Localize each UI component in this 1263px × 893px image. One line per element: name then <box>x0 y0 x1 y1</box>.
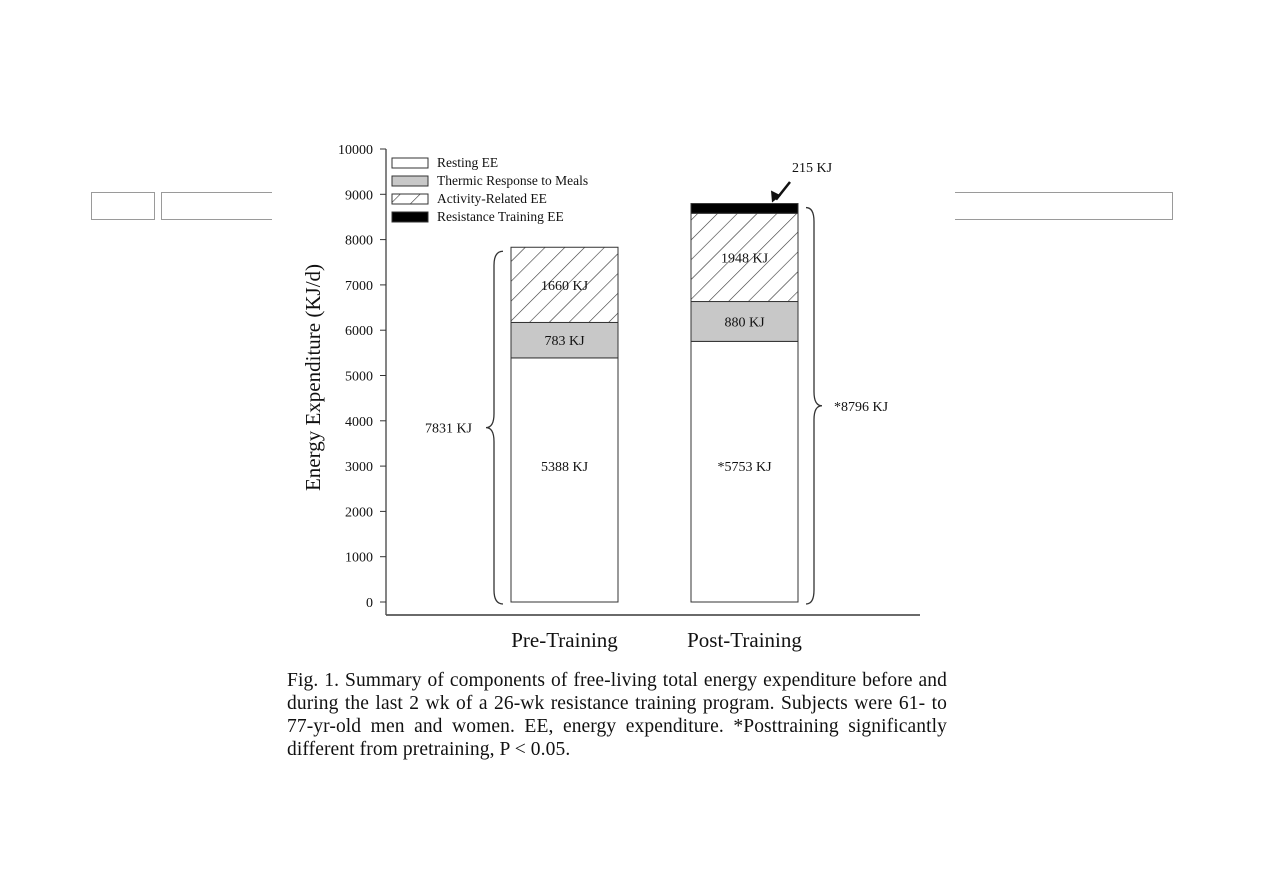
legend-swatch <box>392 194 428 204</box>
x-category-label: Pre-Training <box>511 628 618 652</box>
bar-value-label: *5753 KJ <box>717 460 772 476</box>
legend-label: Resting EE <box>437 155 499 170</box>
legend-swatch <box>392 212 428 222</box>
total-brace <box>486 251 503 604</box>
y-axis-label: Energy Expenditure (KJ/d) <box>301 263 325 492</box>
y-tick-label: 8000 <box>345 233 373 249</box>
y-tick-label: 6000 <box>345 324 373 340</box>
total-label: *8796 KJ <box>834 399 889 415</box>
y-tick-label: 2000 <box>345 505 373 521</box>
bar-value-label: 5388 KJ <box>540 460 589 476</box>
total-label: 7831 KJ <box>424 421 472 437</box>
y-tick-label: 10000 <box>338 143 373 158</box>
figure-caption <box>287 669 947 761</box>
legend-swatch <box>392 158 428 168</box>
bar-segment <box>511 358 618 602</box>
y-tick-label: 9000 <box>345 188 373 204</box>
bar-value-label: 880 KJ <box>724 315 765 331</box>
legend-swatch <box>392 176 428 186</box>
y-tick-label: 1000 <box>345 550 373 566</box>
caption-text: Summary of components of free-living total energy expenditure before and during the last 2 wk of a 26-wk resistance training program. Subjects were 61- to 77-yr-old men and women. EE, energy expenditure. *Posttraining significantly different from pretraining, P < 0.05. <box>287 670 947 760</box>
y-tick-label: 4000 <box>345 414 373 430</box>
y-tick-label: 5000 <box>345 369 373 385</box>
y-tick-label: 0 <box>366 596 373 611</box>
legend-label: Thermic Response to Meals <box>437 173 589 188</box>
legend-label: Resistance Training EE <box>437 209 564 224</box>
y-tick-label: 3000 <box>345 460 373 476</box>
total-brace <box>806 208 822 604</box>
bar-value-label: 1660 KJ <box>540 278 589 294</box>
bar-segment <box>691 204 798 214</box>
caption-label: Fig. 1. <box>287 670 340 691</box>
annotation-arrowhead <box>771 191 781 203</box>
annotation-label: 215 KJ <box>791 161 833 176</box>
bar-value-label: 783 KJ <box>544 334 585 350</box>
x-category-label: Post-Training <box>687 628 802 652</box>
bar-value-label: 1948 KJ <box>720 251 769 267</box>
y-tick-label: 7000 <box>345 278 373 294</box>
legend-label: Activity-Related EE <box>437 191 547 206</box>
